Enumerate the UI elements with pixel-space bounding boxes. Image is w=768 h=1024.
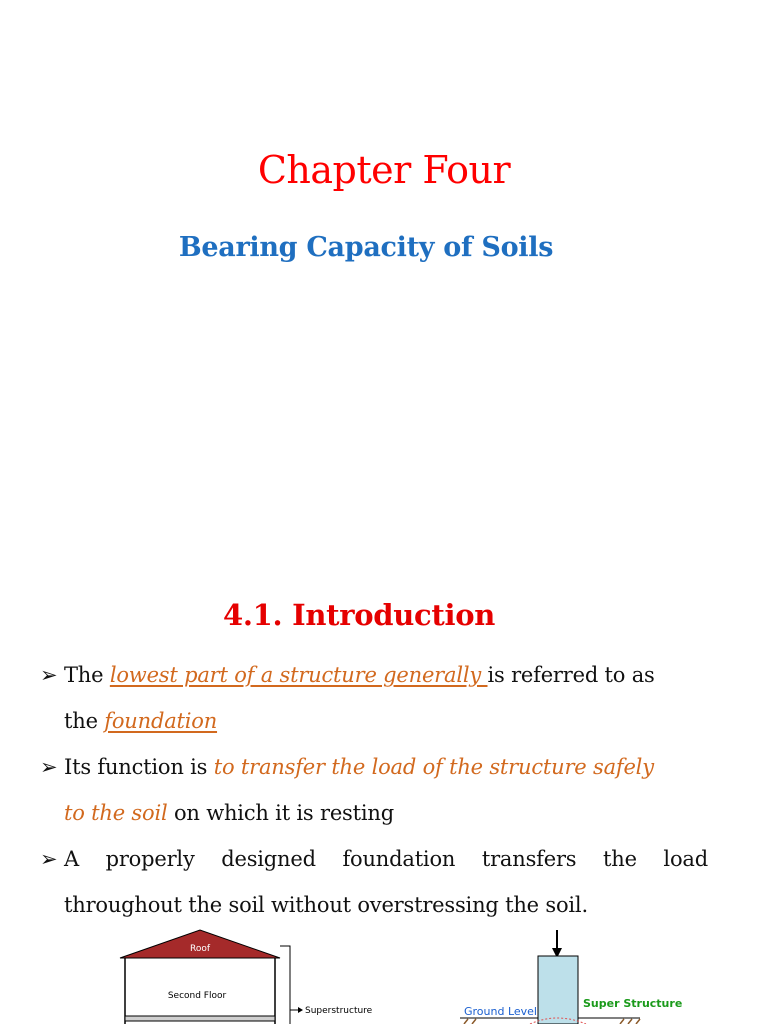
bullet-word: designed [221,847,316,871]
bullet-arrow-icon: ➢ [40,847,58,871]
ground-level-label: Ground Level [464,1005,537,1018]
bullet-word: foundation [342,847,456,871]
emphasis-text: to transfer the load of the structure safely [213,755,654,779]
emphasis-text: foundation [104,709,218,733]
bullet-text: on which it is resting [167,801,394,825]
bullet-text: is referred to as [487,663,655,687]
section-heading: 4.1. Introduction [222,598,496,632]
emphasis-text: to the soil [64,801,168,825]
bullet-text: Its function is [64,755,214,779]
bullet-foundation-function [40,744,708,836]
bullet-text: throughout the soil without overstressing the soil. [64,893,588,917]
chapter-title: Chapter Four [257,148,511,192]
bullet-word: properly [105,847,195,871]
bullet-word: transfers [481,847,577,871]
chapter-subtitle: Bearing Capacity of Soils [178,232,554,263]
superstructure-label: Superstructure [305,1006,373,1016]
building-diagram [100,926,400,1024]
arrow-icon [298,1007,303,1013]
roof-label: Roof [189,944,211,954]
emphasis-text: lowest part of a structure generally [109,663,488,687]
bullet-arrow-icon: ➢ [40,755,58,779]
bullet-word: load [663,847,708,871]
super-structure-label: Super Structure [583,997,683,1010]
bullet-word: the [603,847,637,871]
column-shape [538,956,578,1024]
footing-diagram [450,926,690,1024]
bullet-foundation-definition [40,652,708,744]
bullet-foundation-design [40,836,708,928]
floor-slab [125,1016,275,1021]
bullet-text: The [64,663,110,687]
bullet-word: A [64,847,79,871]
bullet-arrow-icon: ➢ [40,663,58,687]
bullet-text: the [64,709,105,733]
second-floor-label: Second Floor [167,991,227,1001]
